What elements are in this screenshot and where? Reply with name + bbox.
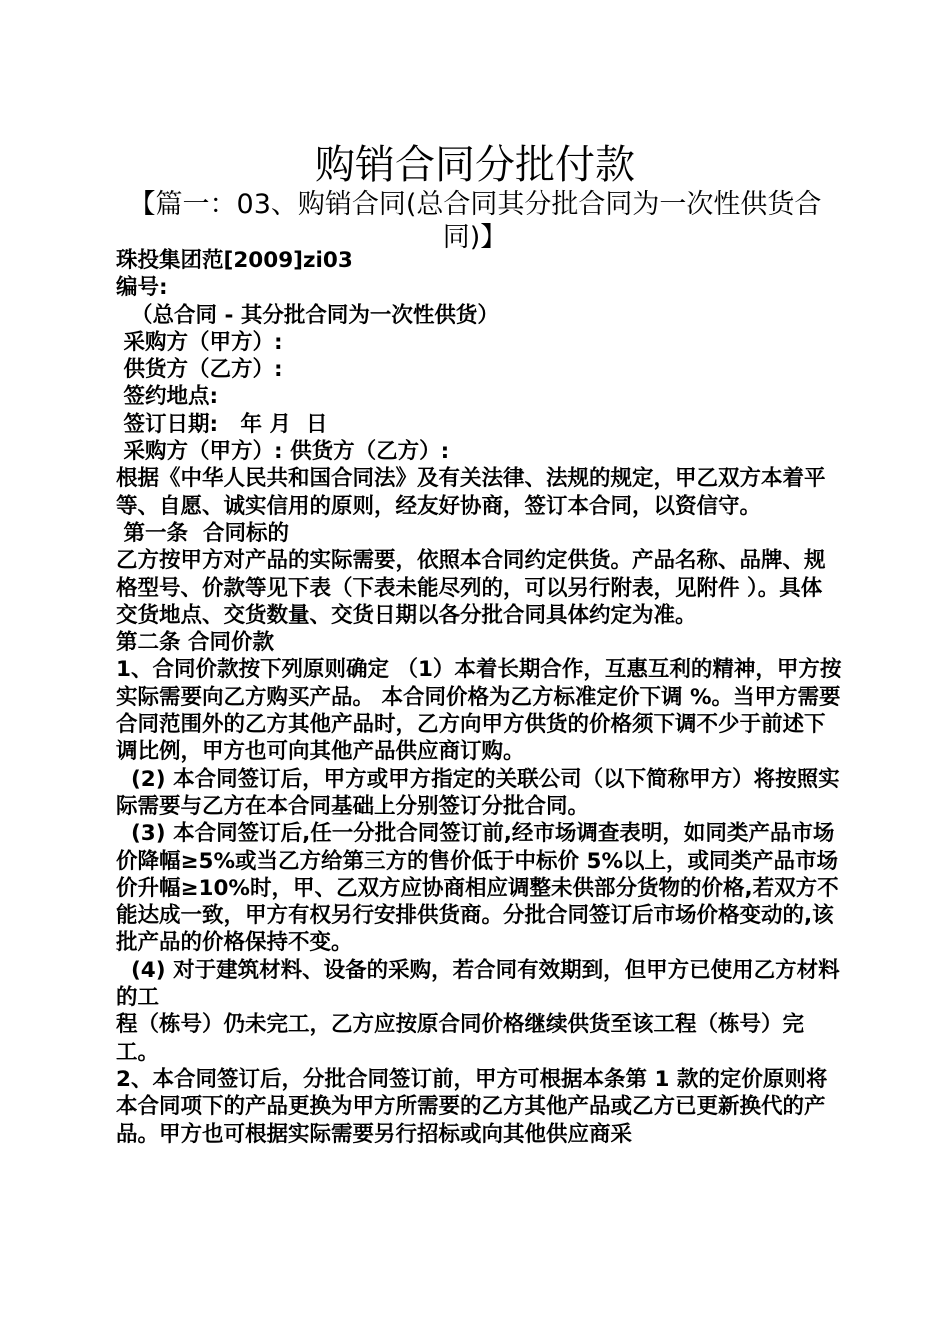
doc-number-line: 珠投集团范[2009]zi03 xyxy=(116,248,353,273)
article-two-clause-1-4: (4) 对于建筑材料、设备的采购，若合同有效期到，但甲方已使用乙方材料的工 xyxy=(116,957,840,1011)
article-one-heading: 第一条 合同标的 xyxy=(116,520,289,546)
document-title: 购销合同分批付款 xyxy=(315,141,635,188)
article-two-heading: 第二条 合同价款 xyxy=(116,630,274,656)
article-two-clause-1: 1、合同价款按下列原则确定 （1）本着长期合作，互惠互利的精神，甲方按实际需要向乙方购买产品。 本合同价格为乙方标准定价下调 %。当甲方需要合同范围外的乙方其他产品时，乙方向甲方供货的价格须下调不少于前述下调比例，甲方也可向其他产品供应商订购。 xyxy=(116,657,842,765)
signing-date-line: 签订日期: 年 月 日 xyxy=(116,411,328,437)
article-two-clause-2: 2、本合同签订后，分批合同签订前，甲方可根据本条第 1 款的定价原则将本合同项下的产品更换为甲方所需要的乙方其他产品或乙方已更新换代的产品。甲方也可根据实际需要另行招标或向其他供应商采 xyxy=(116,1066,828,1147)
preamble-paragraph: 根据《中华人民共和国合同法》及有关法律、法规的规定，甲乙双方本着平等、自愿、诚实信用的原则，经友好协商，签订本合同，以资信守。 xyxy=(116,466,826,519)
article-two-clause-1-4-cont: 程（栋号）仍未完工，乙方应按原合同价格继续供货至该工程（栋号）完工。 xyxy=(116,1012,805,1065)
article-one-paragraph: 乙方按甲方对产品的实际需要，依照本合同约定供货。产品名称、品牌、规格型号、价款等见下表（下表未能尽列的，可以另行附表，见附件 ）。具体交货地点、交货数量、交货日期以各分批合同具体约定为准。 xyxy=(116,548,826,628)
contract-type-note: （总合同 - 其分批合同为一次性供货） xyxy=(116,302,499,328)
article-two-clause-1-2: (2) 本合同签订后，甲方或甲方指定的关联公司（以下简称甲方）将按照实际需要与乙方在本合同基础上分别签订分批合同。 xyxy=(116,766,840,819)
parties-line: 采购方（甲方）: 供货方（乙方）: xyxy=(116,439,450,465)
supplier-line: 供货方（乙方）: xyxy=(116,357,283,383)
article-two-clause-1-3: (3) 本合同签订后,任一分批合同签订前,经市场调查表明，如同类产品市场价降幅≥5%或当乙方给第三方的售价低于中标价 5%以上，或同类产品市场价升幅≥10%时，甲、乙双方应协商相应调整未供部分货物的价格,若双方不能达成一致，甲方有权另行安排供货商。分批合同签订后市场价格变动的,该批产品的价格保持不变。 xyxy=(116,821,839,956)
document-subtitle: 【篇一：03、购销合同(总合同其分批合同为一次性供货合同)】 xyxy=(128,189,822,254)
contract-number-label: 编号: xyxy=(116,275,168,301)
buyer-line: 采购方（甲方）: xyxy=(116,329,283,355)
document-body xyxy=(116,247,842,1148)
signing-place-line: 签约地点: xyxy=(116,384,219,410)
